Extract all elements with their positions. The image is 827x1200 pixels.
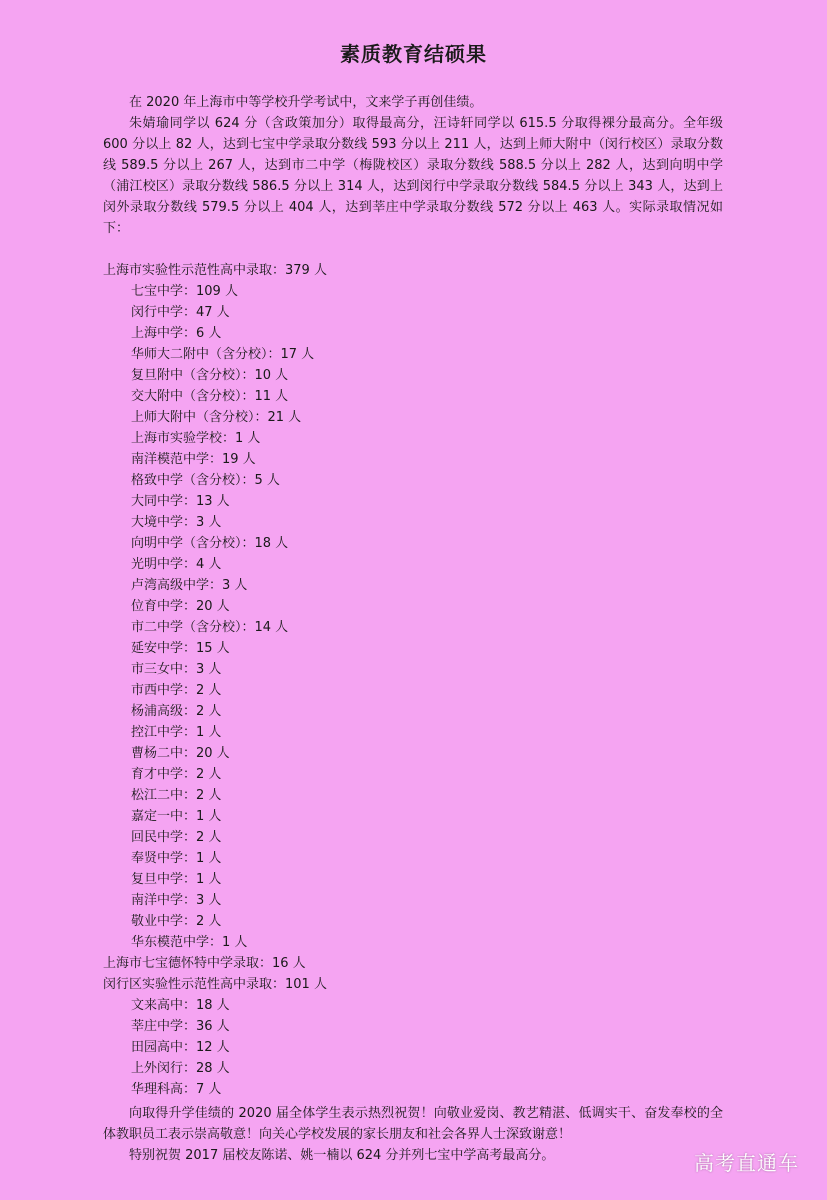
school-admission-item: 上海中学：6 人 — [131, 326, 222, 341]
school-admission-item: 田园高中：12 人 — [131, 1040, 230, 1055]
school-admission-item: 七宝中学：109 人 — [131, 284, 238, 299]
school-admission-item: 杨浦高级：2 人 — [131, 704, 222, 719]
school-admission-item: 上师大附中（含分校）：21 人 — [131, 410, 302, 425]
school-admission-item: 位育中学：20 人 — [131, 599, 230, 614]
school-admission-item: 奉贤中学：1 人 — [131, 851, 222, 866]
admission-category-heading: 上海市七宝德怀特中学录取：16 人 — [103, 956, 306, 971]
school-admission-item: 大同中学：13 人 — [131, 494, 230, 509]
school-admission-item: 控江中学：1 人 — [131, 725, 222, 740]
school-admission-item: 文来高中：18 人 — [131, 998, 230, 1013]
school-admission-item: 敬业中学：2 人 — [131, 914, 222, 929]
watermark-text: 高考直通车 — [694, 1151, 799, 1175]
school-admission-item: 上海市实验学校：1 人 — [131, 431, 261, 446]
admission-category-heading: 上海市实验性示范性高中录取：379 人 — [103, 263, 327, 278]
school-admission-item: 曹杨二中：20 人 — [131, 746, 230, 761]
school-admission-item: 闵行中学：47 人 — [131, 305, 230, 320]
school-admission-item: 嘉定一中：1 人 — [131, 809, 222, 824]
school-admission-item: 松江二中：2 人 — [131, 788, 222, 803]
school-admission-item: 卢湾高级中学：3 人 — [131, 578, 248, 593]
school-admission-item: 华师大二附中（含分校）：17 人 — [131, 347, 315, 362]
school-admission-item: 交大附中（含分校）：11 人 — [131, 389, 289, 404]
school-admission-item: 南洋模范中学：19 人 — [131, 452, 256, 467]
school-admission-item: 复旦中学：1 人 — [131, 872, 222, 887]
school-admission-item: 延安中学：15 人 — [131, 641, 230, 656]
school-admission-item: 市二中学（含分校）：14 人 — [131, 620, 289, 635]
school-admission-item: 光明中学：4 人 — [131, 557, 222, 572]
school-admission-item: 市西中学：2 人 — [131, 683, 222, 698]
admission-list — [103, 260, 723, 1100]
school-admission-item: 莘庄中学：36 人 — [131, 1019, 230, 1034]
intro-paragraph: 在 2020 年上海市中等学校升学考试中，文来学子再创佳绩。 — [129, 95, 483, 110]
page-title: 素质教育结硕果 — [340, 42, 487, 66]
school-admission-item: 市三女中：3 人 — [131, 662, 222, 677]
school-admission-item: 格致中学（含分校）：5 人 — [131, 473, 280, 488]
school-admission-item: 华东模范中学：1 人 — [131, 935, 248, 950]
closing-paragraph: 向取得升学佳绩的 2020 届全体学生表示热烈祝贺！向敬业爱岗、教艺精湛、低调实干、奋发奉校的全体教职员工表示崇高敬意！向关心学校发展的家长朋友和社会各界人士深致谢意！ — [103, 1106, 723, 1142]
school-admission-item: 育才中学：2 人 — [131, 767, 222, 782]
intro-paragraph: 朱婧瑜同学以 624 分（含政策加分）取得最高分，汪诗轩同学以 615.5 分取得裸分最高分。全年级 600 分以上 82 人，达到七宝中学录取分数线 593 分以上 211 人，达到上师大附中（闵行校区）录取分数线 589.5 分以上 267 人，达到市二中学（梅陇校区）录取分数线 588.5 分以上 282 人，达到向明中学（浦江校区）录取分数线 586.5 分以上 314 人，达到闵行中学录取分数线 584.5 分以上 343 人，达到上闵外录取分数线 579.5 分以上 404 人，达到莘庄中学录取分数线 572 分以上 463 人。实际录取情况如下： — [103, 116, 723, 236]
school-admission-item: 大境中学：3 人 — [131, 515, 222, 530]
school-admission-item: 向明中学（含分校）：18 人 — [131, 536, 289, 551]
admission-category-heading: 闵行区实验性示范性高中录取：101 人 — [103, 977, 327, 992]
closing-section — [103, 1103, 723, 1166]
school-admission-item: 华理科高：7 人 — [131, 1082, 222, 1097]
school-admission-item: 回民中学：2 人 — [131, 830, 222, 845]
intro-section — [103, 92, 723, 239]
closing-paragraph: 特别祝贺 2017 届校友陈诺、姚一楠以 624 分并列七宝中学高考最高分。 — [129, 1148, 555, 1163]
school-admission-item: 南洋中学：3 人 — [131, 893, 222, 908]
school-admission-item: 上外闵行：28 人 — [131, 1061, 230, 1076]
school-admission-item: 复旦附中（含分校）：10 人 — [131, 368, 289, 383]
